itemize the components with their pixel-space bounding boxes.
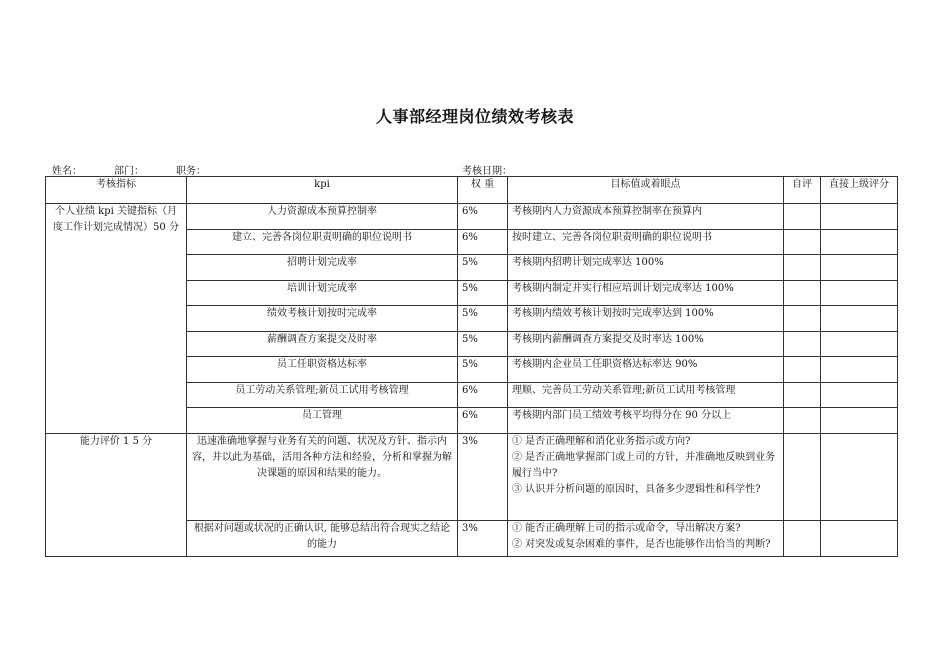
header-supervisor-score: 直接上级评分 bbox=[821, 177, 898, 204]
table-row bbox=[46, 433, 898, 520]
supervisor-score-cell[interactable] bbox=[821, 331, 898, 357]
self-eval-cell[interactable] bbox=[784, 306, 821, 332]
header-indicator: 考核指标 bbox=[46, 177, 187, 204]
kpi-cell: 绩效考核计划按时完成率 bbox=[187, 306, 458, 332]
target-cell: 考核期内制定并实行相应培训计划完成率达 100% bbox=[508, 280, 784, 306]
target-cell: 理顺、完善员工劳动关系管理;新员工试用考核管理 bbox=[508, 382, 784, 408]
kpi-cell: 薪酬调查方案提交及时率 bbox=[187, 331, 458, 357]
target-item: ② 对突发或复杂困难的事件，是否也能够作出恰当的判断? bbox=[512, 538, 771, 550]
supervisor-score-cell[interactable] bbox=[821, 433, 898, 520]
kpi-cell: 迅速准确地掌握与业务有关的问题、状况及方针、指示内容，并以此为基础，活用各种方法和经验，分析和掌握为解决课题的原因和结果的能力。 bbox=[187, 433, 458, 520]
category-personal-kpi: 个人业绩 kpi 关键指标（月度工作计划完成情况）50 分 bbox=[46, 204, 187, 434]
header-kpi: kpi bbox=[187, 177, 458, 204]
kpi-cell: 培训计划完成率 bbox=[187, 280, 458, 306]
header-row bbox=[46, 177, 898, 204]
supervisor-score-cell[interactable] bbox=[821, 229, 898, 255]
target-item: ② 是否正确地掌握部门或上司的方针，并准确地反映到业务履行当中? bbox=[512, 451, 776, 479]
self-eval-cell[interactable] bbox=[784, 382, 821, 408]
target-item: ① 能否正确理解上司的指示或命令，导出解决方案? bbox=[512, 522, 741, 534]
weight-cell: 3% bbox=[458, 520, 508, 556]
kpi-cell: 根据对问题或状况的正确认识, 能够总结出符合现实之结论的能力 bbox=[187, 520, 458, 556]
target-cell: 考核期内薪酬调查方案提交及时率达 100% bbox=[508, 331, 784, 357]
evaluation-table bbox=[45, 176, 898, 557]
self-eval-cell[interactable] bbox=[784, 229, 821, 255]
category-ability-eval: 能力评价 1 5 分 bbox=[46, 433, 187, 556]
target-cell: 考核期内招聘计划完成率达 100% bbox=[508, 255, 784, 281]
kpi-cell: 员工管理 bbox=[187, 408, 458, 434]
kpi-cell: 员工劳动关系管理;新员工试用考核管理 bbox=[187, 382, 458, 408]
supervisor-score-cell[interactable] bbox=[821, 255, 898, 281]
department-label: 部门： bbox=[114, 166, 144, 177]
page-title: 人事部经理岗位绩效考核表 bbox=[375, 107, 574, 126]
supervisor-score-cell[interactable] bbox=[821, 520, 898, 556]
self-eval-cell[interactable] bbox=[784, 204, 821, 230]
supervisor-score-cell[interactable] bbox=[821, 306, 898, 332]
weight-cell: 5% bbox=[458, 306, 508, 332]
self-eval-cell[interactable] bbox=[784, 408, 821, 434]
supervisor-score-cell[interactable] bbox=[821, 280, 898, 306]
weight-cell: 5% bbox=[458, 255, 508, 281]
weight-cell: 6% bbox=[458, 382, 508, 408]
review-date-label: 考核日期： bbox=[462, 166, 512, 177]
target-cell: 考核期内企业员工任职资格达标率达 90% bbox=[508, 357, 784, 383]
weight-cell: 6% bbox=[458, 408, 508, 434]
header-weight: 权 重 bbox=[458, 177, 508, 204]
weight-cell: 5% bbox=[458, 357, 508, 383]
weight-cell: 5% bbox=[458, 280, 508, 306]
weight-cell: 6% bbox=[458, 204, 508, 230]
kpi-cell: 建立、完善各岗位职责明确的职位说明书 bbox=[187, 229, 458, 255]
header-target: 目标值或着眼点 bbox=[508, 177, 784, 204]
table-row bbox=[46, 204, 898, 230]
position-label: 职务： bbox=[176, 166, 206, 177]
name-label: 姓名： bbox=[52, 166, 82, 177]
supervisor-score-cell[interactable] bbox=[821, 382, 898, 408]
self-eval-cell[interactable] bbox=[784, 357, 821, 383]
header-self-eval: 自评 bbox=[784, 177, 821, 204]
self-eval-cell[interactable] bbox=[784, 520, 821, 556]
kpi-cell: 员工任职资格达标率 bbox=[187, 357, 458, 383]
target-cell: 考核期内人力资源成本预算控制率在预算内 bbox=[508, 204, 784, 230]
target-cell: 考核期内部门员工绩效考核平均得分在 90 分以上 bbox=[508, 408, 784, 434]
target-cell: 按时建立、完善各岗位职责明确的职位说明书 bbox=[508, 229, 784, 255]
supervisor-score-cell[interactable] bbox=[821, 357, 898, 383]
kpi-cell: 招聘计划完成率 bbox=[187, 255, 458, 281]
self-eval-cell[interactable] bbox=[784, 280, 821, 306]
supervisor-score-cell[interactable] bbox=[821, 204, 898, 230]
self-eval-cell[interactable] bbox=[784, 433, 821, 520]
target-cell bbox=[508, 520, 784, 556]
self-eval-cell[interactable] bbox=[784, 255, 821, 281]
target-item: ① 是否正确理解和消化业务指示或方向? bbox=[512, 435, 691, 447]
target-item: ③ 认识并分析问题的原因时，具备多少逻辑性和科学性? bbox=[512, 483, 761, 495]
supervisor-score-cell[interactable] bbox=[821, 408, 898, 434]
weight-cell: 3% bbox=[458, 433, 508, 520]
self-eval-cell[interactable] bbox=[784, 331, 821, 357]
kpi-cell: 人力资源成本预算控制率 bbox=[187, 204, 458, 230]
target-cell: 考核期内绩效考核计划按时完成率达到 100% bbox=[508, 306, 784, 332]
target-cell bbox=[508, 433, 784, 520]
weight-cell: 6% bbox=[458, 229, 508, 255]
weight-cell: 5% bbox=[458, 331, 508, 357]
